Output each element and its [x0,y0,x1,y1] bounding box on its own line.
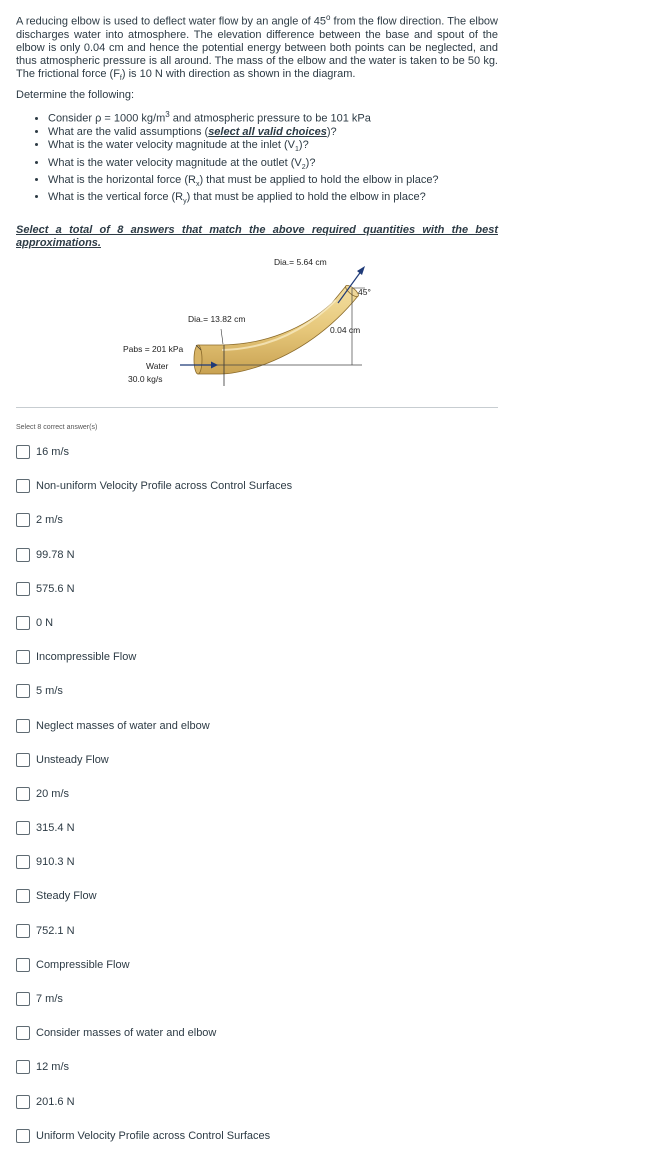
checkbox[interactable] [16,1095,30,1109]
checkbox[interactable] [16,684,30,698]
answer-option[interactable] [16,547,616,563]
answer-option[interactable] [16,786,616,802]
answer-option[interactable] [16,649,616,665]
answer-label: 315.4 N [36,822,75,835]
fluid-label: Water [146,361,169,371]
answer-option[interactable] [16,888,616,904]
checkbox[interactable] [16,855,30,869]
req-text: What is the water velocity magnitude at the outlet (V [48,156,302,169]
req-text: ) that must be applied to hold the elbow in place? [199,173,439,186]
angle-label: 45° [358,287,371,297]
req-text: )? [326,125,337,138]
elevation-label: 0.04 cm [330,325,361,335]
checkbox[interactable] [16,992,30,1006]
answer-label: 201.6 N [36,1095,75,1108]
requirement-density [48,108,498,126]
problem-text-3: ) is 10 N with direction as shown in the diagram. [121,68,356,81]
req-sub: y [183,198,187,206]
checkbox[interactable] [16,445,30,459]
reducing-elbow-diagram [100,248,400,398]
select-hint: Select 8 correct answer(s) [16,424,98,431]
determine-heading: Determine the following: [16,88,135,101]
answer-option[interactable] [16,1059,616,1075]
answer-label: Incompressible Flow [36,651,137,664]
answer-label: 12 m/s [36,1061,70,1074]
req-sub: x [195,181,200,189]
checkbox[interactable] [16,513,30,527]
answer-label: 0 N [36,616,54,629]
mass-flow-label: 30.0 kg/s [128,374,163,384]
answer-label: 2 m/s [36,514,63,527]
answer-option[interactable] [16,581,616,597]
answer-option[interactable] [16,1025,616,1041]
outlet-diameter-label: Dia.= 5.64 cm [274,257,327,267]
checkbox[interactable] [16,889,30,903]
checkbox[interactable] [16,924,30,938]
pressure-label: Pabs = 201 kPa [123,344,184,354]
req-text: What is the horizontal force (R [48,173,196,186]
answer-option[interactable] [16,683,616,699]
req-text: What is the vertical force (R [48,191,184,204]
requirement-horizontal-force [48,174,498,191]
answer-label: 5 m/s [36,685,63,698]
checkbox[interactable] [16,719,30,733]
answer-option[interactable] [16,1094,616,1110]
requirements-list [16,108,498,209]
req-text: Consider ρ = 1000 kg/m [48,112,166,125]
outlet-arrowhead [357,266,365,275]
answer-option[interactable] [16,615,616,631]
req-text: What are the valid assumptions ( [48,125,209,138]
answer-option[interactable] [16,991,616,1007]
inlet-diameter-label: Dia.= 13.82 cm [188,314,246,324]
problem-text-2: from the flow direction. The elbow discharges water into atmosphere. The elevation difference between the base and spout of the elbow is only 0.04 cm and hence the potential energy between both points can be neglected, and thus atmospheric pressure is all around. The mass of the elbow and the water is taken to be 50 kg. The frictional force (F [16,15,498,81]
checkbox[interactable] [16,548,30,562]
problem-statement [16,11,498,250]
answer-label: Non-uniform Velocity Profile across Control Surfaces [36,480,293,493]
answer-label: Compressible Flow [36,958,130,971]
friction-subscript: f [119,75,122,83]
answer-label: 752.1 N [36,924,75,937]
degree-superscript: o [325,13,331,22]
req-text: What is the water velocity magnitude at the inlet (V [48,139,296,152]
answer-label: Neglect masses of water and elbow [36,719,210,732]
req-sup: 3 [165,110,170,120]
answer-option[interactable] [16,820,616,836]
checkbox[interactable] [16,479,30,493]
answer-label: Unsteady Flow [36,753,109,766]
req-sub: 2 [301,163,306,171]
answer-label: Steady Flow [36,890,97,903]
checkbox[interactable] [16,958,30,972]
answer-label: Consider masses of water and elbow [36,1027,217,1040]
answer-option[interactable] [16,957,616,973]
answer-label: 910.3 N [36,856,75,869]
checkbox[interactable] [16,1060,30,1074]
requirement-outlet-velocity [48,157,498,174]
answer-option[interactable] [16,718,616,734]
checkbox[interactable] [16,1129,30,1143]
answer-option[interactable] [16,1128,616,1144]
answer-list [16,444,616,1162]
requirement-assumptions [48,126,498,139]
req-emphasis: select all valid choices [208,125,327,138]
checkbox[interactable] [16,821,30,835]
req-sub: 1 [295,146,299,154]
answer-option[interactable] [16,512,616,528]
answer-option[interactable] [16,854,616,870]
answer-label: 575.6 N [36,582,75,595]
section-divider [16,407,498,408]
problem-text-1: A reducing elbow is used to deflect water flow by an angle of 45 [16,15,326,28]
answer-label: 16 m/s [36,446,70,458]
req-text: ) that must be applied to hold the elbow in place? [186,191,426,204]
checkbox[interactable] [16,616,30,630]
instruction-text: Select a total of 8 answers that match the above required quantities with the best approximations. [16,223,498,249]
answer-label: 99.78 N [36,548,75,561]
answer-option[interactable] [16,478,616,494]
answer-option[interactable] [16,444,616,460]
req-text: and atmospheric pressure to be 101 kPa [169,112,371,125]
answer-label: 20 m/s [36,787,70,800]
problem-paragraph [16,11,498,86]
checkbox[interactable] [16,582,30,596]
checkbox[interactable] [16,787,30,801]
req-text: )? [305,156,316,169]
requirement-vertical-force [48,191,498,208]
checkbox[interactable] [16,753,30,767]
checkbox[interactable] [16,650,30,664]
answer-option[interactable] [16,752,616,768]
req-text: )? [298,139,309,152]
answer-label: Uniform Velocity Profile across Control Surfaces [36,1129,271,1142]
requirement-inlet-velocity [48,139,498,156]
elbow-figure [100,248,400,398]
checkbox[interactable] [16,1026,30,1040]
inlet-dia-leader [221,329,223,344]
inlet-opening [194,345,202,374]
answer-option[interactable] [16,923,616,939]
answer-label: 7 m/s [36,993,63,1005]
